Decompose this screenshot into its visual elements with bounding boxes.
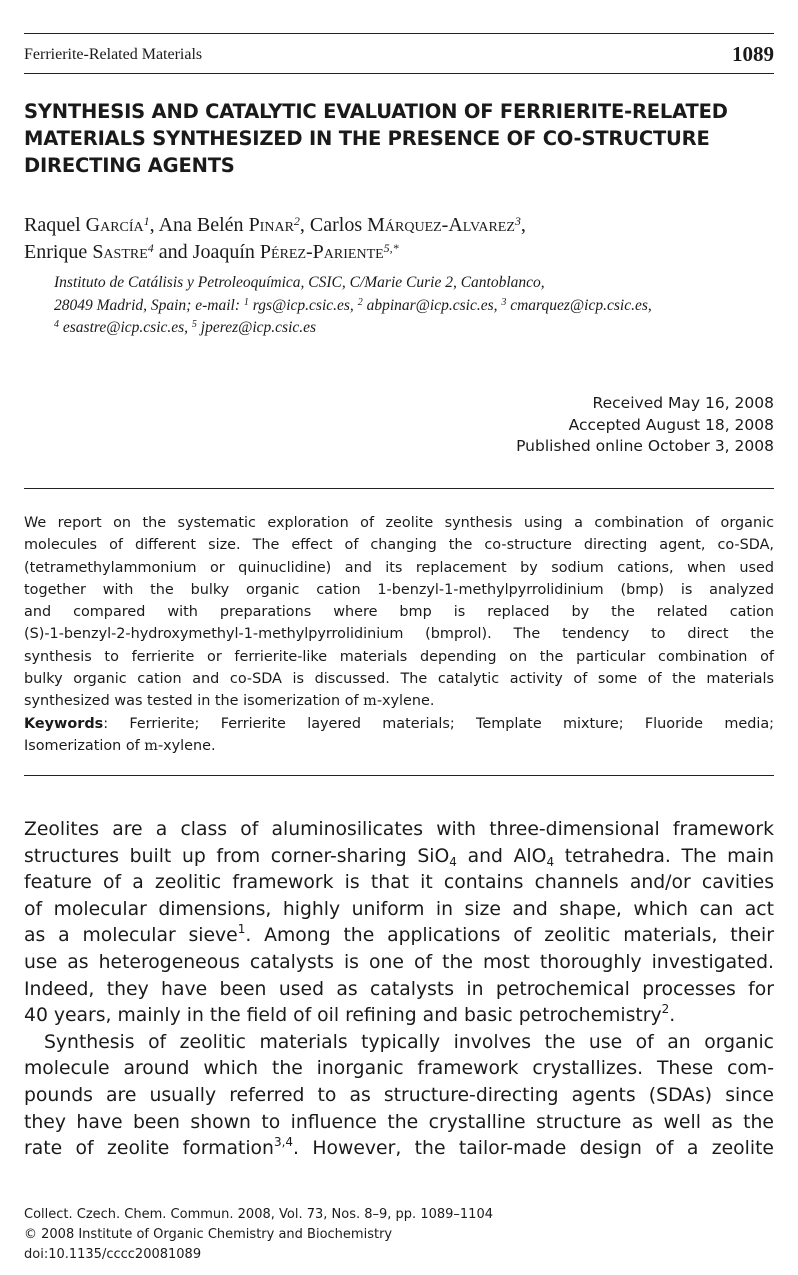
body-text-run: . Among the applications of zeolitic materials, their bbox=[245, 925, 774, 947]
body-line: Synthesis of zeolitic materials typically involves the use of an organic bbox=[44, 1031, 774, 1053]
italic-m: m bbox=[363, 693, 377, 710]
body-line bbox=[24, 923, 774, 950]
copyright-notice: © 2008 Institute of Organic Chemistry and Biochemistry bbox=[24, 1227, 393, 1242]
abstract-line bbox=[24, 690, 774, 712]
author-affiliation-mark: 5,* bbox=[383, 241, 399, 255]
abstract-line: (S)-1-benzyl-2-hydroxymethyl-1-methylpyrrolidinium (bmprol). The tendency to direct the bbox=[24, 626, 774, 643]
affiliation bbox=[54, 272, 774, 340]
affiliation-line: Instituto de Catálisis y Petroleoquímica, CSIC, C/Marie Curie 2, Cantoblanco, bbox=[54, 274, 545, 291]
abstract-line: together with the bulky organic cation 1-benzyl-1-methylpyrrolidinium (bmp) is analyzed bbox=[24, 581, 774, 598]
author-family-name: Pérez-Pariente bbox=[259, 241, 384, 263]
body-text-run: 40 years, mainly in the field of oil refining and basic petrochemistry bbox=[24, 1005, 662, 1027]
body-text-run: tetrahedra. The main bbox=[554, 845, 774, 867]
abstract-line: and compared with preparations where bmp is replaced by the related cation bbox=[24, 604, 774, 621]
email-link[interactable]: esastre@icp.csic.es, bbox=[62, 319, 189, 336]
body-line bbox=[24, 844, 774, 871]
author-given-name: Carlos bbox=[309, 214, 363, 236]
affiliation-line bbox=[54, 317, 774, 340]
subscript: 4 bbox=[449, 854, 457, 869]
page-number: 1089 bbox=[732, 42, 774, 66]
keywords-line bbox=[24, 735, 774, 757]
author-affiliation-mark: 3 bbox=[514, 214, 521, 228]
received-date: Received May 16, 2008 bbox=[592, 394, 774, 412]
title-line: SYNTHESIS AND CATALYTIC EVALUATION OF FERRIERITE-RELATED bbox=[24, 100, 728, 123]
citation-ref[interactable]: 1 bbox=[237, 922, 246, 937]
email-mark: 2 bbox=[357, 296, 363, 308]
running-head bbox=[24, 44, 774, 68]
email-link[interactable]: abpinar@icp.csic.es, bbox=[366, 296, 498, 314]
author-line bbox=[24, 239, 774, 266]
author-affiliation-mark: 4 bbox=[147, 241, 154, 255]
author-given-name: Enrique bbox=[24, 241, 88, 263]
affiliation-address: 28049 Madrid, Spain; e-mail: bbox=[54, 296, 240, 314]
abstract-line: We report on the systematic exploration of zeolite synthesis using a combination of organic bbox=[24, 515, 774, 531]
abstract-top-rule bbox=[24, 488, 774, 489]
body-text-run: rate of zeolite formation bbox=[24, 1138, 274, 1160]
citation-ref[interactable]: 2 bbox=[661, 1002, 670, 1017]
page-footer bbox=[24, 1205, 774, 1265]
title-line: DIRECTING AGENTS bbox=[24, 154, 235, 177]
email-mark: 5 bbox=[191, 319, 197, 330]
keywords-label: Keywords bbox=[24, 715, 104, 732]
abstract-line: synthesis to ferrierite or ferrierite-like materials depending on the particular combination of bbox=[24, 648, 774, 665]
running-title: Ferrierite-Related Materials bbox=[24, 46, 203, 63]
author-family-name: Sastre bbox=[92, 241, 148, 263]
top-rule bbox=[24, 33, 774, 34]
email-mark: 3 bbox=[501, 296, 507, 308]
article-dates bbox=[516, 393, 774, 458]
author-given-name: Joaquín bbox=[192, 241, 255, 263]
body-text bbox=[24, 817, 774, 1163]
abstract-line: bulky organic cation and co-SDA is discussed. The catalytic activity of some of the materials bbox=[24, 671, 774, 688]
keywords-text: : Ferrierite; Ferrierite layered materials; Template mixture; Fluoride media; bbox=[103, 715, 774, 732]
body-line: Indeed, they have been used as catalysts in petrochemical processes for bbox=[24, 978, 774, 1000]
body-text-run: structures built up from corner-sharing SiO bbox=[24, 845, 450, 867]
italic-m: m bbox=[144, 737, 158, 754]
body-line: feature of a zeolitic framework is that it contains channels and/or cavities bbox=[24, 872, 774, 894]
article-title bbox=[24, 98, 774, 179]
doi-link[interactable]: doi:10.1135/cccc20081089 bbox=[24, 1247, 202, 1262]
body-line: pounds are usually referred to as structure-directing agents (SDAs) since bbox=[24, 1084, 774, 1106]
keywords-line bbox=[24, 713, 774, 735]
title-line: MATERIALS SYNTHESIZED IN THE PRESENCE OF CO-STRUCTURE bbox=[24, 127, 710, 150]
email-link[interactable]: jperez@icp.csic.es bbox=[200, 319, 317, 336]
abstract-bottom-rule bbox=[24, 775, 774, 776]
citation-ref[interactable]: 3,4 bbox=[273, 1135, 294, 1150]
email-mark: 1 bbox=[243, 296, 249, 308]
subscript: 4 bbox=[546, 854, 555, 869]
email-link[interactable]: rgs@icp.csic.es, bbox=[252, 296, 354, 314]
body-text-run: . However, the tailor-made design of a zeolite bbox=[293, 1138, 774, 1160]
body-line bbox=[24, 1136, 774, 1163]
author-family-name: García bbox=[85, 214, 144, 236]
author-given-name: Raquel bbox=[24, 214, 81, 236]
author-affiliation-mark: 1 bbox=[143, 214, 150, 228]
email-link[interactable]: cmarquez@icp.csic.es, bbox=[510, 296, 652, 314]
body-line: of molecular dimensions, highly uniform in size and shape, which can act bbox=[24, 898, 774, 920]
body-line: molecule around which the inorganic framework crystallizes. These com- bbox=[24, 1058, 774, 1080]
abstract bbox=[24, 512, 774, 757]
body-text-run: . bbox=[669, 1005, 676, 1027]
body-line: use as heterogeneous catalysts is one of the most thoroughly investigated. bbox=[24, 951, 774, 973]
header-rule bbox=[24, 73, 774, 74]
email-mark: 4 bbox=[54, 319, 59, 330]
author-given-name: Ana Belén bbox=[158, 214, 244, 236]
author-line: Raquel García$^1$, Ana Belén Pinar$^2$, Carlos Márquez-Alvarez$^3$, bbox=[24, 214, 526, 236]
keywords-text: -xylene. bbox=[157, 737, 216, 754]
body-text-run: as a molecular sieve bbox=[24, 925, 238, 947]
author-conjunction: and bbox=[158, 241, 188, 263]
affiliation-line bbox=[54, 295, 774, 318]
accepted-date: Accepted August 18, 2008 bbox=[568, 415, 774, 434]
body-text-run: and AlO bbox=[456, 845, 547, 867]
abstract-line: molecules of different size. The effect of changing the co-structure directing agent, co-SDA, bbox=[24, 537, 774, 554]
body-line: Zeolites are a class of aluminosilicates with three-dimensional framework bbox=[24, 819, 774, 840]
author-affiliation-mark: 2 bbox=[293, 214, 300, 228]
body-line: they have been shown to influence the crystalline structure as well as the bbox=[24, 1111, 774, 1133]
author-list bbox=[24, 212, 774, 266]
journal-citation: Collect. Czech. Chem. Commun. 2008, Vol. 73, Nos. 8–9, pp. 1089–1104 bbox=[24, 1207, 493, 1222]
author-family-name: Pinar bbox=[248, 214, 294, 236]
abstract-text: -xylene. bbox=[376, 693, 435, 710]
body-line bbox=[24, 1003, 774, 1030]
published-date: Published online October 3, 2008 bbox=[516, 437, 774, 455]
abstract-line: (tetramethylammonium or quinuclidine) and its replacement by sodium cations, when used bbox=[24, 559, 774, 576]
abstract-text: synthesized was tested in the isomerization of bbox=[24, 693, 359, 710]
keywords-text: Isomerization of bbox=[24, 737, 140, 754]
author-family-name: Márquez-Alvarez bbox=[367, 214, 515, 236]
